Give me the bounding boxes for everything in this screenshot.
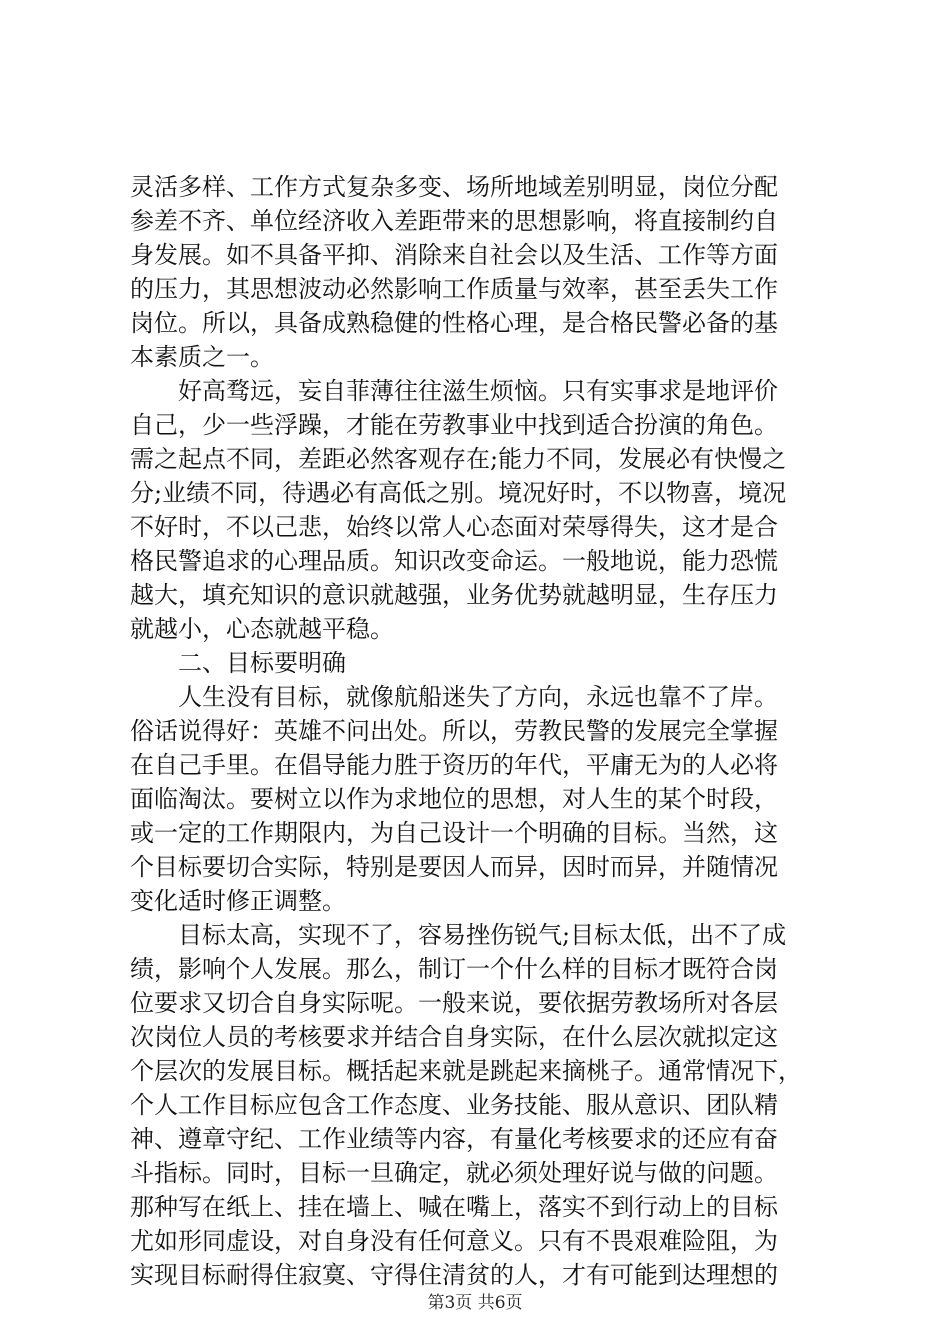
text-line: 不好时，不以己悲，始终以常人心态面对荣辱得失，这才是合 xyxy=(130,513,778,541)
body-text xyxy=(130,170,830,1292)
text-line: 岗位。所以，具备成熟稳健的性格心理，是合格民警必备的基 xyxy=(130,309,778,337)
text-line: 本素质之一。 xyxy=(130,343,274,371)
text-line: 面临淘汰。要树立以作为求地位的思想，对人生的某个时段， xyxy=(130,785,778,813)
text-line: 在自己手里。在倡导能力胜于资历的年代，平庸无为的人必将 xyxy=(130,751,778,779)
text-line: 就越小，心态就越平稳。 xyxy=(130,615,394,643)
text-line: 位要求又切合自身实际呢。一般来说，要依据劳教场所对各层 xyxy=(130,989,778,1017)
text-line: 实现目标耐得住寂寞、守得住清贫的人，才有可能到达理想的 xyxy=(130,1261,778,1289)
text-line: 变化适时修正调整。 xyxy=(130,887,346,915)
text-line: 个层次的发展目标。概括起来就是跳起来摘桃子。通常情况下， xyxy=(130,1057,802,1085)
text-line: 越大，填充知识的意识就越强，业务优势就越明显，生存压力 xyxy=(130,581,778,609)
text-line: 个人工作目标应包含工作态度、业务技能、服从意识、团队精 xyxy=(130,1091,778,1119)
text-line: 自己，少一些浮躁，才能在劳教事业中找到适合扮演的角色。 xyxy=(130,411,778,439)
text-line: 目标太高，实现不了，容易挫伤锐气;目标太低，出不了成 xyxy=(130,921,787,949)
text-line: 灵活多样、工作方式复杂多变、场所地域差别明显，岗位分配 xyxy=(130,173,778,201)
text-line: 绩，影响个人发展。那么，制订一个什么样的目标才既符合岗 xyxy=(130,955,778,983)
text-line: 或一定的工作期限内，为自己设计一个明确的目标。当然，这 xyxy=(130,819,778,847)
text-line: 俗话说得好：英雄不问出处。所以，劳教民警的发展完全掌握 xyxy=(130,717,778,745)
text-line: 分;业绩不同，待遇必有高低之别。境况好时，不以物喜，境况 xyxy=(130,479,787,507)
text-line: 个目标要切合实际，特别是要因人而异，因时而异，并随情况 xyxy=(130,853,778,881)
text-line: 人生没有目标，就像航船迷失了方向，永远也靠不了岸。 xyxy=(130,683,778,711)
text-line: 的压力，其思想波动必然影响工作质量与效率，甚至丢失工作 xyxy=(130,275,778,303)
text-line: 那种写在纸上、挂在墙上、喊在嘴上，落实不到行动上的目标 xyxy=(130,1193,778,1221)
text-line: 斗指标。同时，目标一旦确定，就必须处理好说与做的问题。 xyxy=(130,1159,778,1187)
text-line: 身发展。如不具备平抑、消除来自社会以及生活、工作等方面 xyxy=(130,241,778,269)
text-line: 次岗位人员的考核要求并结合自身实际，在什么层次就拟定这 xyxy=(130,1023,778,1051)
text-line: 格民警追求的心理品质。知识改变命运。一般地说，能力恐慌 xyxy=(130,547,778,575)
text-line: 参差不齐、单位经济收入差距带来的思想影响，将直接制约自 xyxy=(130,207,778,235)
text-line: 好高骛远，妄自菲薄往往滋生烦恼。只有实事求是地评价 xyxy=(130,377,778,405)
text-line: 二、目标要明确 xyxy=(130,649,346,677)
page-footer: 第3页 共6页 xyxy=(427,1293,523,1313)
text-line: 尤如形同虚设，对自身没有任何意义。只有不畏艰难险阻，为 xyxy=(130,1227,778,1255)
text-line: 需之起点不同，差距必然客观存在;能力不同，发展必有快慢之 xyxy=(130,445,787,473)
text-line: 神、遵章守纪、工作业绩等内容，有量化考核要求的还应有奋 xyxy=(130,1125,778,1153)
